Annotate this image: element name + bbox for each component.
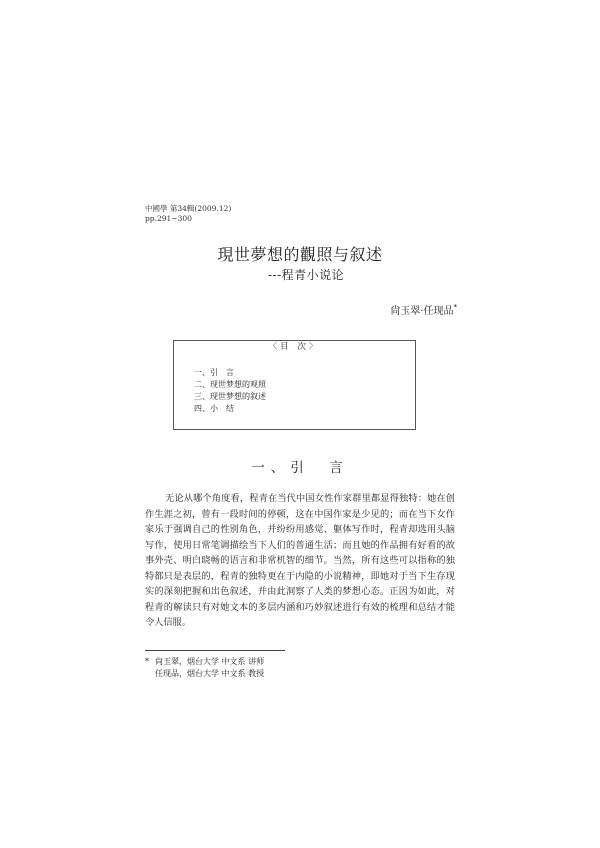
toc-item: 三、现世梦想的叙述 <box>194 392 266 401</box>
footnote-line: 尙玉翠，烟台大学 中文系 讲师 <box>155 657 265 666</box>
toc-item: 二、现世梦想的观照 <box>194 380 266 389</box>
section-heading: 一、引 言 <box>251 460 349 476</box>
table-of-contents <box>173 340 416 430</box>
journal-pages: pp.291~300 <box>145 214 192 223</box>
toc-item: 一、引 言 <box>194 368 234 377</box>
article-title: 現世夢想的觀照与叙述 <box>217 245 383 264</box>
journal-info <box>145 204 231 224</box>
journal-issue: 中國學 第34輯(2009.12) <box>145 204 232 213</box>
article-subtitle: ---程青小说论 <box>268 268 345 282</box>
footnote-line: 任现品，烟台大学 中文系 教授 <box>155 669 265 678</box>
body-paragraph: 无论从哪个角度看，程青在当代中国女性作家群里都显得独特：她在创作生涯之初，曾有一段时间的停顿，这在中国作家是少见的；而在当下女作家乐于强调自己的性别角色，并纷纷用感觉、躯体写作时，程青却选用头脑写作，使用日常笔调描绘当下人们的普通生活；而且她的作品拥有好看的故事外壳、明白晓畅的语言和非常机智的细节。当然，所有这些可以指称的独特都只是表层的，程青的独特更在于内隐的小说精神，即她对于当下生存现实的深刻把握和出色叙述，并由此洞察了人类的梦想心态。正因为如此，对程青的解读只有对她文本的多层内涵和巧妙叙述进行有效的梳理和总结才能令人信服。 <box>145 493 455 628</box>
toc-item: 四、小 结 <box>194 404 234 413</box>
author-footnote-mark: * <box>453 303 457 312</box>
footnote <box>145 656 264 680</box>
footnote-mark: * <box>145 657 149 666</box>
author-names: 尙玉翠·任现品 <box>390 306 454 317</box>
footnote-divider <box>145 650 285 651</box>
toc-heading: 〈目 次〉 <box>261 342 329 352</box>
authors <box>390 302 457 317</box>
toc-list <box>194 367 266 415</box>
